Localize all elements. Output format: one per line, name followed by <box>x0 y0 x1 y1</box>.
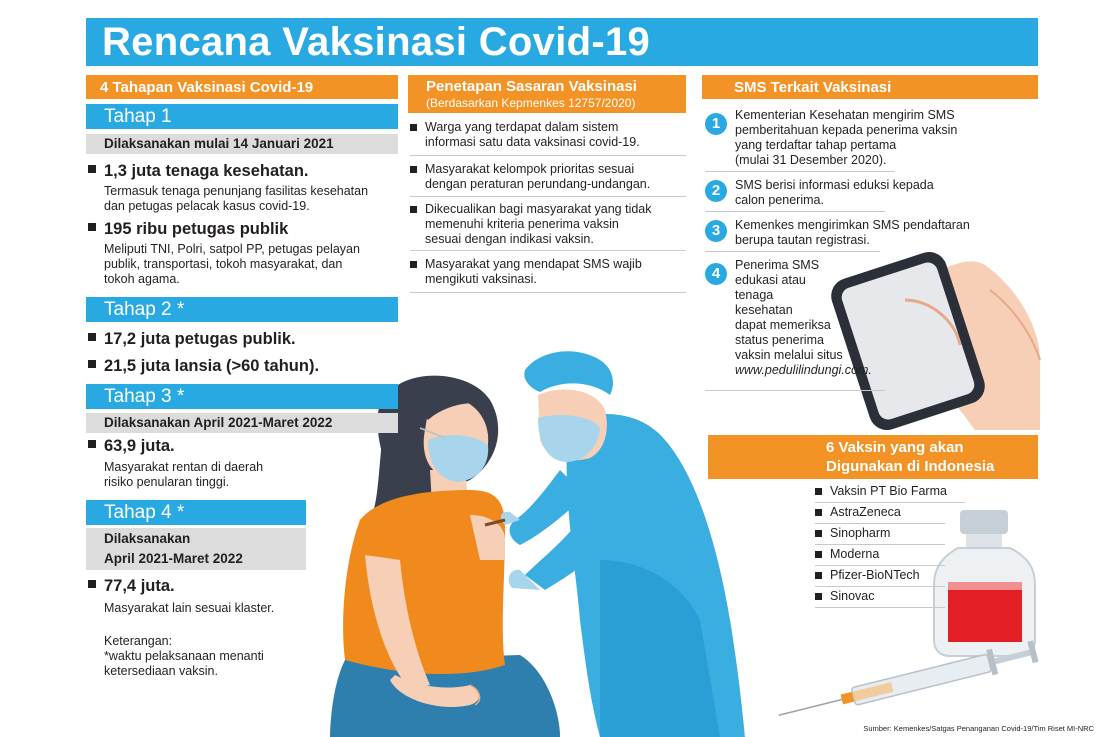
tahap1-label-bar <box>86 104 398 129</box>
step-1-badge: 1 <box>705 113 727 135</box>
tahap3-schedule-bar <box>86 413 398 433</box>
tahap3-item1-title: 63,9 juta. <box>88 437 175 456</box>
vaccine-divider <box>815 544 945 545</box>
bullet-icon <box>815 530 822 537</box>
sms-item-2: SMS berisi informasi eduksi kepada calon penerima. <box>735 178 934 207</box>
tahap1-item2-title: 195 ribu petugas publik <box>88 220 288 239</box>
sasaran-item-1: Warga yang terdapat dalam sistem informasi satu data vaksinasi covid-19. <box>410 120 686 150</box>
tahap4-item1-desc: Masyarakat lain sesuai klaster. <box>104 601 275 615</box>
bullet-icon <box>410 166 417 173</box>
sasaran-subheader: (Berdasarkan Kepmenkes 12757/2020) <box>426 96 636 110</box>
bullet-icon <box>88 333 96 341</box>
sasaran-divider <box>410 196 686 197</box>
bullet-icon <box>815 593 822 600</box>
tahap4-schedule-l2: April 2021-Maret 2022 <box>104 551 243 566</box>
sasaran-header-text: Penetapan Sasaran Vaksinasi <box>426 78 637 95</box>
tahap4-schedule-bar <box>86 528 306 570</box>
sms-item-3: Kemenkes mengirimkan SMS pendaftaran berupa tautan registrasi. <box>735 218 970 247</box>
step-2-badge: 2 <box>705 180 727 202</box>
vaccine-item: Moderna <box>815 547 879 561</box>
sms-divider <box>705 251 880 252</box>
bullet-icon <box>815 551 822 558</box>
sms-item-1: Kementerian Kesehatan mengirim SMS pemberitahuan kepada penerima vaksin yang terdaftar tahap pertama (mulai 31 Desember 2020). <box>735 108 958 167</box>
sms-header-text: SMS Terkait Vaksinasi <box>734 79 892 96</box>
tahapan-header <box>86 75 398 99</box>
tahap2-label: Tahap 2 * <box>104 299 185 320</box>
tahap3-schedule: Dilaksanakan April 2021-Maret 2022 <box>104 415 333 430</box>
source-credit: Sumber: Kemenkes/Satgas Penanganan Covid-19/Tim Riset MI-NRC <box>863 724 1094 733</box>
tahap1-schedule-bar <box>86 134 398 154</box>
vaccine-item: AstraZeneca <box>815 505 901 519</box>
sms-divider <box>705 171 895 172</box>
page-title: Rencana Vaksinasi Covid-19 <box>102 20 651 64</box>
step-4-badge: 4 <box>705 263 727 285</box>
bullet-icon <box>815 488 822 495</box>
bullet-icon <box>815 509 822 516</box>
bullet-icon <box>410 206 417 213</box>
tahap3-label-bar <box>86 384 398 409</box>
bullet-icon <box>815 572 822 579</box>
vaccine-item: Pfizer-BioNTech <box>815 568 920 582</box>
bullet-icon <box>88 360 96 368</box>
bullet-icon <box>410 124 417 131</box>
tahap3-item1-desc: Masyarakat rentan di daerah risiko penularan tinggi. <box>104 460 264 489</box>
vaccine-divider <box>815 607 945 608</box>
footnote: Keterangan: *waktu pelaksanaan menanti ketersediaan vaksin. <box>104 634 264 678</box>
vaccine-divider <box>815 502 965 503</box>
tahap1-item2-desc: Meliputi TNI, Polri, satpol PP, petugas pelayan publik, transportasi, tokoh masyarakat, dan tokoh agama. <box>104 242 360 286</box>
sasaran-item-4: Masyarakat yang mendapat SMS wajib mengikuti vaksinasi. <box>410 257 686 287</box>
tahap3-label: Tahap 3 * <box>104 386 185 407</box>
sasaran-header <box>408 75 686 113</box>
vaccine-divider <box>815 586 945 587</box>
sasaran-divider <box>410 250 686 251</box>
sasaran-divider <box>410 292 686 293</box>
vaksin-header-l1: 6 Vaksin yang akan <box>826 439 964 456</box>
tahap1-item1-desc: Termasuk tenaga penunjang fasilitas kesehatan dan petugas pelacak kasus covid-19. <box>104 184 369 213</box>
website-link[interactable]: www.pedulilindungi.com. <box>735 363 872 377</box>
tahap1-item1-title: 1,3 juta tenaga kesehatan. <box>88 162 309 181</box>
tahap2-item2-title: 21,5 juta lansia (>60 tahun). <box>88 357 319 376</box>
sasaran-item-3: Dikecualikan bagi masyarakat yang tidak memenuhi kriteria penerima vaksin sesuai dengan indikasi vaksin. <box>410 202 686 247</box>
vaccine-divider <box>815 565 945 566</box>
bullet-icon <box>88 440 96 448</box>
tahap4-label-bar <box>86 500 306 525</box>
bullet-icon <box>410 261 417 268</box>
vaksin-header <box>708 435 1038 479</box>
bullet-icon <box>88 580 96 588</box>
tahapan-header-text: 4 Tahapan Vaksinasi Covid-19 <box>100 79 314 96</box>
tahap1-schedule: Dilaksanakan mulai 14 Januari 2021 <box>104 136 334 151</box>
vaccine-item: Vaksin PT Bio Farma <box>815 484 947 498</box>
tahap1-label: Tahap 1 <box>104 106 172 127</box>
tahap4-item1-title: 77,4 juta. <box>88 577 175 596</box>
bullet-icon <box>88 165 96 173</box>
step-3-badge: 3 <box>705 220 727 242</box>
vaccine-item: Sinopharm <box>815 526 890 540</box>
bullet-icon <box>88 223 96 231</box>
tahap4-schedule-l1: Dilaksanakan <box>104 531 191 546</box>
vaccine-item: Sinovac <box>815 589 874 603</box>
sasaran-item-2: Masyarakat kelompok prioritas sesuai dengan peraturan perundang-undangan. <box>410 162 686 192</box>
tahap4-label: Tahap 4 * <box>104 502 185 523</box>
vaccine-vial-illustration <box>934 510 1035 656</box>
sms-divider <box>705 390 885 391</box>
tahap2-label-bar <box>86 297 398 322</box>
sms-divider <box>705 211 885 212</box>
vaksin-header-l2: Digunakan di Indonesia <box>826 458 995 475</box>
vaccine-divider <box>815 523 945 524</box>
sms-item-4: Penerima SMS edukasi atau tenaga kesehatan dapat memeriksa status penerima vaksin melalui situs www.pedulilindungi.com. <box>735 258 872 377</box>
sasaran-divider <box>410 155 686 156</box>
tahap2-item1-title: 17,2 juta petugas publik. <box>88 330 296 349</box>
sms-header <box>702 75 1038 99</box>
